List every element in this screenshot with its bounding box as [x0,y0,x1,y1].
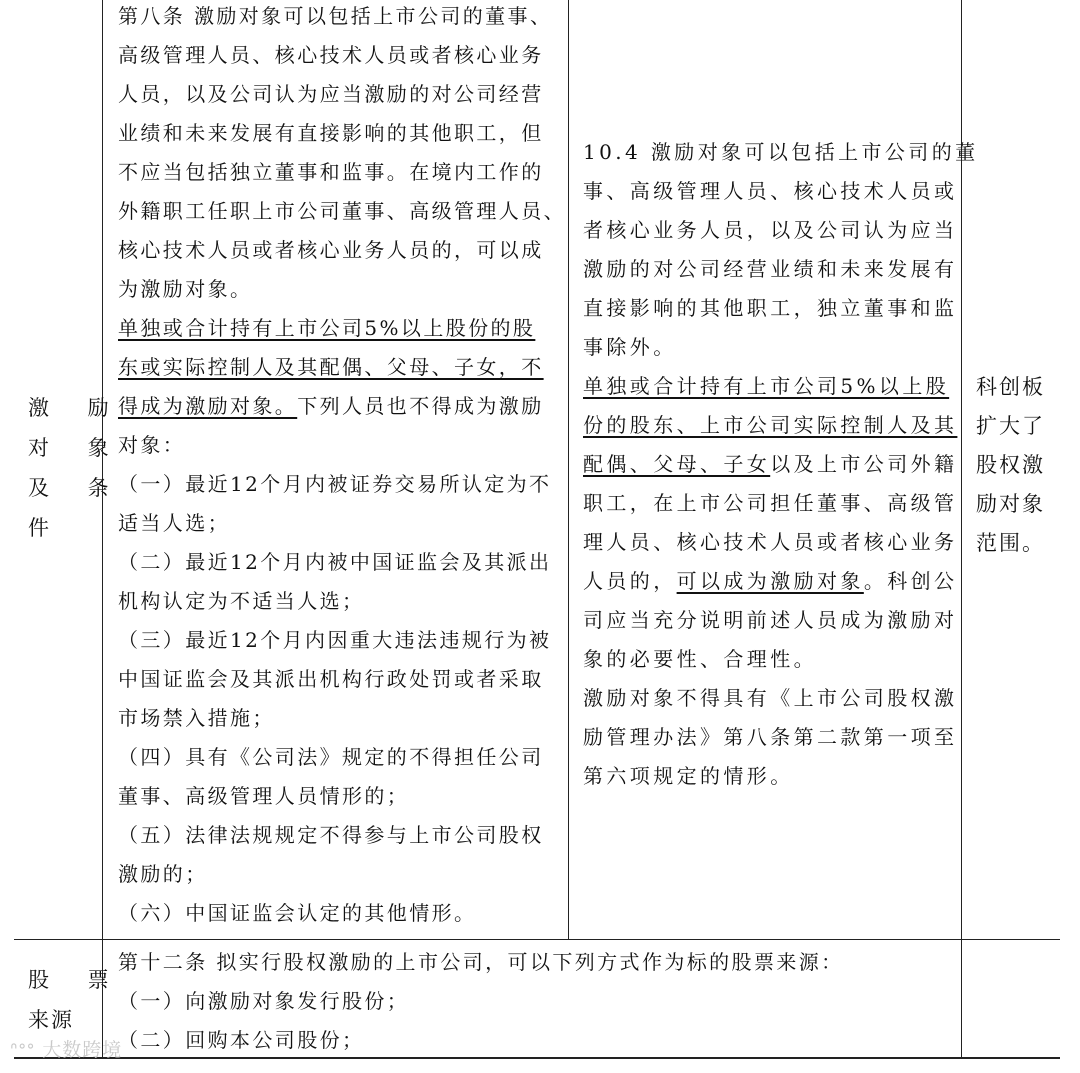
row1-comment [976,368,1045,563]
text-line [118,309,566,348]
text-segment: 外籍职工任职上市公司董事、高级管理人员、 [118,199,566,223]
text-line [118,1021,844,1060]
text-line [118,270,566,309]
text-segment: 为激励对象。 [118,277,253,301]
text-segment: 第十二条 拟实行股权激励的上市公司，可以下列方式作为标的股票来源： [118,950,844,974]
text-segment: 董事、高级管理人员情形的； [118,784,410,808]
text-segment: （四）具有《公司法》规定的不得担任公司 [118,745,544,769]
underlined-text: 配偶、父母、子女 [583,452,771,476]
row1-comment-line: 扩大了 [976,414,1045,438]
row1-label-line: 件 [28,516,65,540]
text-line [118,231,566,270]
text-segment: （一）向激励对象发行股份； [118,989,410,1013]
text-segment: 以及上市公司外籍 [770,452,958,476]
text-line [583,718,979,757]
text-segment: （五）法律法规规定不得参与上市公司股权 [118,823,544,847]
text-segment: 职工，在上市公司担任董事、高级管 [583,491,958,515]
text-segment: 对象： [118,433,186,457]
underlined-text: 单独或合计持有上市公司5%以上股 [583,374,950,398]
text-line [583,367,979,406]
underlined-text: 单独或合计持有上市公司5%以上股份的股 [118,316,536,340]
text-line [118,855,566,894]
text-line [583,640,979,679]
text-segment: 中国证监会及其派出机构行政处罚或者采取 [118,667,544,691]
text-segment: （二）最近12个月内被中国证监会及其派出 [118,550,552,574]
text-line [583,484,979,523]
text-segment: （六）中国证监会认定的其他情形。 [118,901,477,925]
underlined-text: 东或实际控制人及其配偶、父母、子女，不 [118,355,544,379]
text-segment: 第八条 激励对象可以包括上市公司的董事、 [118,4,553,28]
row2-label [28,960,125,1040]
text-line [118,543,566,582]
text-segment: 10.4 激励对象可以包括上市公司的董 [583,140,979,164]
text-segment: （三）最近12个月内因重大违法违规行为被 [118,628,552,652]
watermark-logo-icon: ᐢᐤᐤ [10,1039,36,1061]
text-line [118,660,566,699]
text-line [118,114,566,153]
text-line [583,133,979,172]
row2-label-line: 来源 [28,1008,74,1032]
text-segment: 直接影响的其他职工，独立董事和监 [583,296,958,320]
text-line [583,757,979,796]
row2-regulation-text [118,943,844,1060]
text-segment: 适当人选； [118,511,230,535]
text-segment: 。科创公 [863,569,958,593]
text-line [118,504,566,543]
text-line [118,153,566,192]
text-line [118,943,844,982]
text-segment: 激励对象不得具有《上市公司股权激 [583,686,958,710]
text-segment: 下列人员也不得成为激励 [297,394,544,418]
text-line [118,192,566,231]
row1-regulation-text [118,0,566,933]
text-line [583,328,979,367]
underlined-text: 份的股东、上市公司实际控制人及其 [583,413,958,437]
row1-comment-line: 科创板 [976,375,1045,399]
text-line [583,250,979,289]
text-line [118,738,566,777]
row1-label [28,388,125,548]
text-line [118,621,566,660]
text-line [583,523,979,562]
row2-label-line: 股 票 [28,968,125,992]
watermark [10,1035,122,1062]
text-segment: 市场禁入措施； [118,706,275,730]
text-line [118,816,566,855]
text-line [118,894,566,933]
text-line [583,289,979,328]
text-line [118,699,566,738]
row1-comment-line: 范围。 [976,531,1045,555]
text-line [118,75,566,114]
text-line [118,426,566,465]
row1-star-market-text [583,133,979,796]
text-segment: 理人员、核心技术人员或者核心业务 [583,530,958,554]
text-line [118,0,566,36]
text-segment: 核心技术人员或者核心业务人员的，可以成 [118,238,544,262]
text-segment: 人员，以及公司认为应当激励的对公司经营 [118,82,544,106]
text-line [583,445,979,484]
text-segment: 激励的； [118,862,208,886]
text-segment: 者核心业务人员，以及公司认为应当 [583,218,958,242]
table-border-col2 [568,0,569,940]
text-line [583,211,979,250]
text-segment: 象的必要性、合理性。 [583,647,817,671]
text-line [118,387,566,426]
text-segment: （一）最近12个月内被证券交易所认定为不 [118,472,552,496]
text-segment: 机构认定为不适当人选； [118,589,365,613]
row1-label-line: 激 励 [28,396,125,420]
text-line [118,582,566,621]
watermark-text: 大数跨境 [42,1039,123,1061]
text-segment: 人员的， [583,569,677,593]
text-line [118,982,844,1021]
text-segment: 励管理办法》第八条第二款第一项至 [583,725,958,749]
text-segment: 激励的对公司经营业绩和未来发展有 [583,257,958,281]
row-divider [14,939,1060,940]
text-segment: 司应当充分说明前述人员成为激励对 [583,608,958,632]
text-segment: 业绩和未来发展有直接影响的其他职工，但 [118,121,544,145]
underlined-text: 可以成为激励对象 [676,569,864,593]
text-line [118,465,566,504]
row1-comment-line: 励对象 [976,492,1045,516]
text-line [583,562,979,601]
text-segment: 事除外。 [583,335,677,359]
row1-comment-line: 股权激 [976,453,1045,477]
underlined-text: 得成为激励对象。 [118,394,298,418]
text-line [118,348,566,387]
row1-label-line: 对 象 [28,436,125,460]
text-segment: 事、高级管理人员、核心技术人员或 [583,179,958,203]
text-line [118,777,566,816]
text-line [583,679,979,718]
text-segment: （二）回购本公司股份； [118,1028,365,1052]
text-segment: 高级管理人员、核心技术人员或者核心业务 [118,43,544,67]
text-line [118,36,566,75]
row1-label-line: 及 条 [28,476,125,500]
text-line [583,172,979,211]
text-line [583,601,979,640]
text-line [583,406,979,445]
text-segment: 不应当包括独立董事和监事。在境内工作的 [118,160,544,184]
text-segment: 第六项规定的情形。 [583,764,794,788]
